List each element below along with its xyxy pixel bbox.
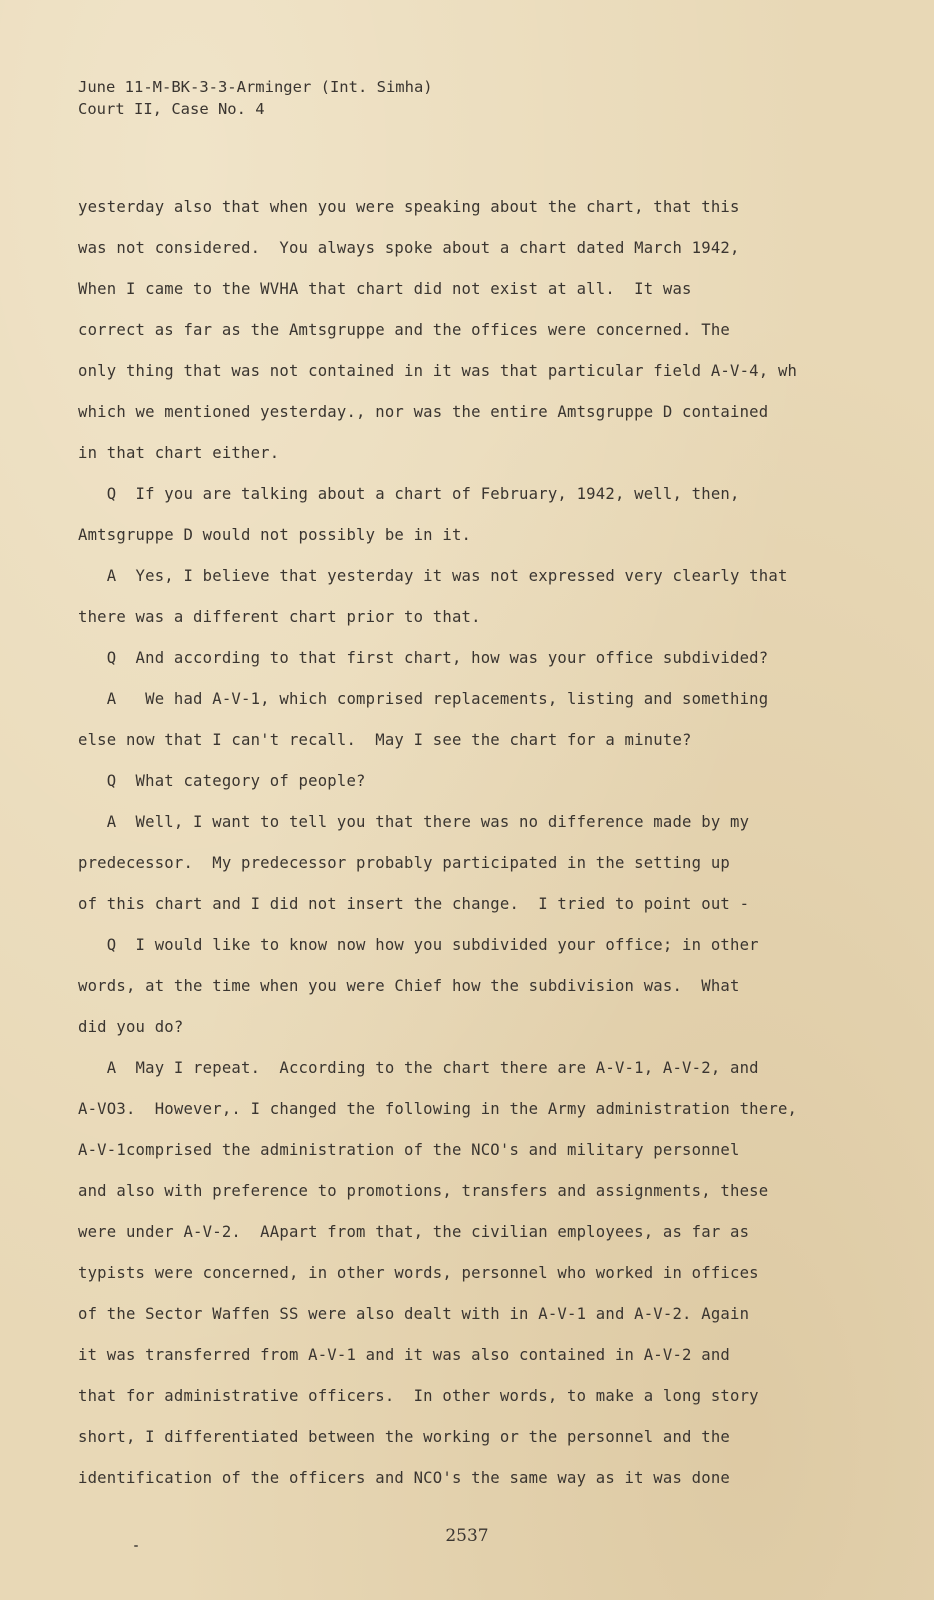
transcript-line: Q If you are talking about a chart of February, 1942, well, then, bbox=[78, 485, 740, 503]
transcript-line: were under A-V-2. AApart from that, the civilian employees, as far as bbox=[78, 1223, 750, 1241]
transcript-line: words, at the time when you were Chief how the subdivision was. What bbox=[78, 977, 740, 995]
transcript-line: of the Sector Waffen SS were also dealt with in A-V-1 and A-V-2. Again bbox=[78, 1305, 750, 1323]
transcript-line: A Yes, I believe that yesterday it was not expressed very clearly that bbox=[78, 567, 788, 585]
page-number: 2537 bbox=[445, 1526, 489, 1546]
transcript-line: A Well, I want to tell you that there was no difference made by my bbox=[78, 813, 750, 831]
transcript-line: short, I differentiated between the working or the personnel and the bbox=[78, 1428, 730, 1446]
transcript-line: A-VO3. However,. I changed the following in the Army administration there, bbox=[78, 1100, 798, 1118]
header-line-2: Court II, Case No. 4 bbox=[78, 100, 265, 118]
transcript-line: only thing that was not contained in it was that particular field A-V-4, wh bbox=[78, 362, 798, 380]
transcript-line: did you do? bbox=[78, 1018, 184, 1036]
transcript-line: Q I would like to know now how you subdivided your office; in other bbox=[78, 936, 759, 954]
transcript-line: Amtsgruppe D would not possibly be in it. bbox=[78, 526, 472, 544]
transcript-line: identification of the officers and NCO's the same way as it was done bbox=[78, 1469, 730, 1487]
transcript-line: A May I repeat. According to the chart there are A-V-1, A-V-2, and bbox=[78, 1059, 759, 1077]
header-line-1: June 11-M-BK-3-3-Arminger (Int. Simha) bbox=[78, 78, 433, 96]
transcript-line: it was transferred from A-V-1 and it was also contained in A-V-2 and bbox=[78, 1346, 730, 1364]
transcript-line: which we mentioned yesterday., nor was the entire Amtsgruppe D contained bbox=[78, 403, 769, 421]
transcript-line: and also with preference to promotions, transfers and assignments, these bbox=[78, 1182, 769, 1200]
transcript-line: in that chart either. bbox=[78, 444, 280, 462]
transcript-line: When I came to the WVHA that chart did not exist at all. It was bbox=[78, 280, 692, 298]
transcript-line: typists were concerned, in other words, personnel who worked in offices bbox=[78, 1264, 759, 1282]
transcript-line: Q And according to that first chart, how was your office subdivided? bbox=[78, 649, 769, 667]
transcript-line: A-V-1comprised the administration of the NCO's and military personnel bbox=[78, 1141, 740, 1159]
transcript-line: there was a different chart prior to that. bbox=[78, 608, 481, 626]
transcript-line: Q What category of people? bbox=[78, 772, 366, 790]
transcript-line: of this chart and I did not insert the change. I tried to point out - bbox=[78, 895, 750, 913]
transcript-line: correct as far as the Amtsgruppe and the offices were concerned. The bbox=[78, 321, 730, 339]
transcript-line: was not considered. You always spoke about a chart dated March 1942, bbox=[78, 239, 740, 257]
transcript-line: predecessor. My predecessor probably participated in the setting up bbox=[78, 854, 730, 872]
transcript-line: A We had A-V-1, which comprised replacements, listing and something bbox=[78, 690, 769, 708]
transcript-line: else now that I can't recall. May I see the chart for a minute? bbox=[78, 731, 692, 749]
transcript-line: that for administrative officers. In other words, to make a long story bbox=[78, 1387, 759, 1405]
document-header bbox=[78, 76, 433, 120]
ink-speck bbox=[134, 1545, 138, 1547]
transcript-line: yesterday also that when you were speaking about the chart, that this bbox=[78, 198, 740, 216]
